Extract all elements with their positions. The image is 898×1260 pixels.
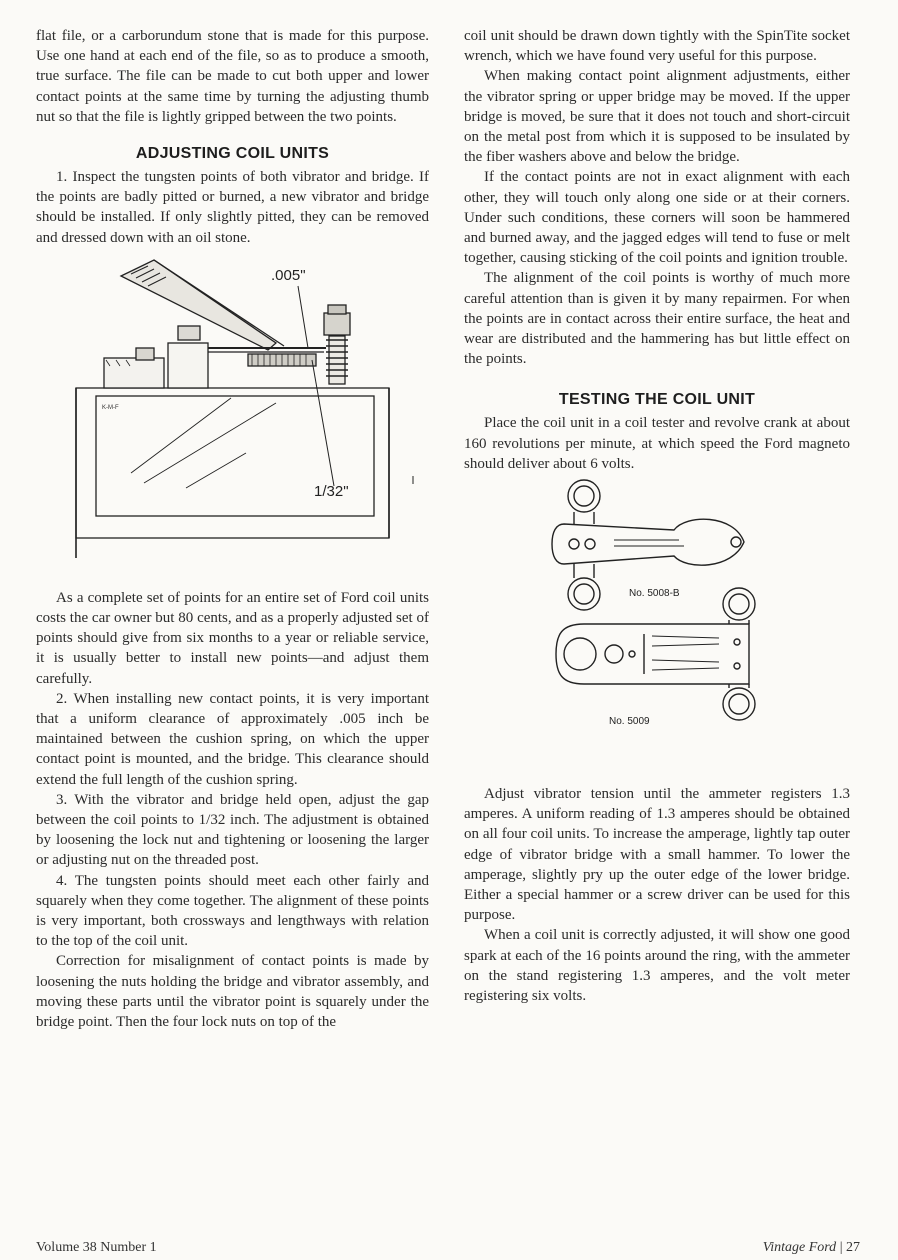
place-coil-paragraph: Place the coil unit in a coil tester and revolve crank at about 160 revolutions per minute, at which speed the Ford magneto should deliver about 6 volts.	[464, 415, 850, 472]
footer-page-number: 27	[846, 1240, 860, 1255]
gap-label-132: 1/32"	[314, 482, 349, 500]
step-1-paragraph: 1. Inspect the tungsten points of both vibrator and bridge. If the points are badly pitted or burned, a new vibrator and bridge should be installed. If only slightly pitted, they can be removed and dressed down with an oil stone.	[36, 169, 429, 246]
footer-magazine-title: Vintage Ford	[762, 1240, 837, 1255]
part-5009-label: No. 5009	[609, 716, 650, 728]
parts-drawing	[464, 474, 850, 784]
footer-volume: Volume 38 Number 1	[36, 1240, 157, 1255]
testing-heading: TESTING THE COIL UNIT	[558, 391, 756, 409]
correction-paragraph: Correction for misalignment of contact points is made by loosening the nuts holding the bridge and vibrator assembly, and moving these parts until the vibrator point is squarely under the bridge point. Then the four lock nuts on top of the	[36, 953, 429, 1031]
alignment-adjust-paragraph: When making contact point alignment adjustments, either the vibrator spring or upper bridge may be moved. If the upper bridge is moved, be sure that it does not touch and short-circuit on the metal post from which it is supposed to be insulated by the fiber washers above and below the bridge.	[464, 68, 850, 166]
footer-separator: |	[839, 1240, 843, 1255]
contact-point-diagram	[36, 248, 429, 588]
gap-label-005: .005"	[271, 266, 306, 284]
part-5008b-label: No. 5008-B	[629, 588, 680, 600]
alignment-attention-paragraph: The alignment of the coil points is worthy of much more careful attention than is given it by many repairmen. For when the points are in contact across their entire surface, the heat and wear are distributed and the hammering has but little effect on the points.	[464, 270, 850, 368]
step-3-paragraph: 3. With the vibrator and bridge held open, adjust the gap between the coil points to 1/32 inch. The adjustment is obtained by loosening the lock nut and tightening or loosening the larger or adjusting nut on the threaded post.	[36, 791, 429, 869]
parts-diagram	[464, 474, 850, 784]
intro-paragraph: flat file, or a carborundum stone that is made for this purpose. Use one hand at each end of the file, so as to produce a smooth, true surface. The file can be made to cut both upper and lower contact points at the same time by turning the adjusting thumb nut so that the file is lightly gripped between the two points.	[36, 28, 429, 125]
contact-point-drawing	[36, 248, 429, 588]
exact-alignment-paragraph: If the contact points are not in exact alignment with each other, they will touch only along one side or at their corners. Under such conditions, these corners will soon be hammered and burned away, and the jagged edges will tend to fuse or melt together, causing sticking of the coil points and ignition trouble.	[464, 169, 850, 267]
step-2-paragraph: 2. When installing new contact points, it is very important that a uniform clearance of approximately .005 inch be maintained between the cushion spring, on which the upper contact point is mounted, and the bridge. This clearance should extend the full length of the cushion spring.	[36, 690, 429, 788]
left-column	[36, 26, 429, 1032]
vibrator-tension-paragraph: Adjust vibrator tension until the ammeter registers 1.3 amperes. A uniform reading of 1.3 amperes should be obtained on all four coil units. To increase the amperage, lightly tap outer edge of vibrator bridge with a small hammer. To lower the amperage, slightly pry up the outer edge of the lower bridge. Either a special hammer or a screw driver can be used for this purpose.	[464, 786, 850, 924]
correct-adjustment-paragraph: When a coil unit is correctly adjusted, it will show one good spark at each of the 16 points around the ring, with the ammeter on the stand registering 1.3 amperes, and the volt meter registering six volts.	[464, 927, 850, 1005]
maker-label: K-M-F	[102, 404, 119, 411]
cost-paragraph: As a complete set of points for an entire set of Ford coil units costs the car owner but 80 cents, and as a properly adjusted set of points should give from six months to a year or reliable service, it is usually better to install new points—and adjust them carefully.	[36, 589, 429, 687]
right-column	[464, 26, 850, 1006]
footer-page	[763, 1240, 860, 1256]
continuation-paragraph: coil unit should be drawn down tightly with the SpinTite socket wrench, which we have found very useful for this purpose.	[464, 28, 850, 65]
step-4-paragraph: 4. The tungsten points should meet each other fairly and squarely when they come together. The alignment of these points is very important, both crossways and lengthways with relation to the top of the coil unit.	[36, 872, 429, 950]
adjusting-heading: ADJUSTING COIL UNITS	[135, 145, 330, 163]
